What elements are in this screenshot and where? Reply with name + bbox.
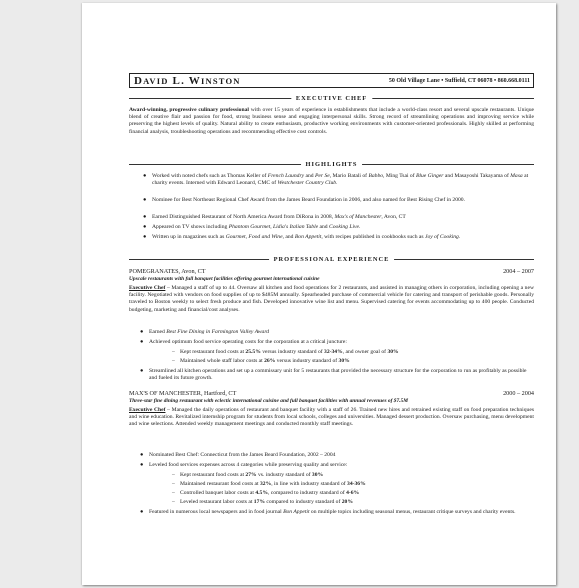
section-highlights <box>129 160 534 169</box>
bullet-icon: ● <box>143 234 147 240</box>
bullet-icon: ● <box>140 368 144 374</box>
job-tagline: Three-star fine dining restaurant with eclectic international cuisine and full banquet facilities with annual revenues of $7.5M <box>129 398 408 404</box>
bullet-icon: ● <box>143 224 147 230</box>
employer: POMEGRANATES, Avon, CT <box>129 268 206 275</box>
job-bullet: ● Nominated Best Chef: Connecticut from the James Beard Foundation, 2002 – 2004 <box>140 452 336 458</box>
highlights-heading: HIGHLIGHTS <box>301 160 363 169</box>
bullet-icon: ● <box>140 339 144 345</box>
bullet-icon: ● <box>143 173 147 179</box>
job-bullet: ● Leveled food services expenses across 4 categories while preserving quality and service: <box>140 462 348 468</box>
job-bullet: ● Earned Best Fine Dining in Farmington Valley Award <box>140 329 270 335</box>
bullet-icon: ● <box>143 197 147 203</box>
section-title-executive-chef <box>129 94 534 103</box>
job-sub-bullet: – Leveled restaurant labor costs at 17% compared to industry standard of 20% <box>172 499 353 505</box>
job-header <box>129 268 534 276</box>
bullet-icon: ● <box>140 509 144 515</box>
job-description: Executive Chef – Managed the daily operations of restaurant and banquet facility with a staff of 26. Trained new hires and retrained existing staff on food preparation techniques and wine education. Revitalized internship program for students from local schools, colleges and universities. Managed dessert production. Oversaw purchasing, menu development and wine selections. Attended weekly management meetings and conducted monthly staff meetings. <box>129 407 534 428</box>
job-sub-bullet: – Kept restaurant food costs at 27% vs. industry standard of 30% <box>172 472 324 478</box>
job-sub-bullet: – Kept restaurant food costs at 25.5% versus industry standard of 32-34%, and owner goal of 30% <box>172 349 399 355</box>
highlight-item: ● Nominee for Best Northeast Regional Chef Award from the James Beard Foundation in 2006, and also named for Best Rising Chef in 2000. <box>143 197 465 203</box>
bullet-icon: ● <box>140 329 144 335</box>
job-title: EXECUTIVE CHEF <box>291 94 372 103</box>
job-bullet: ● Achieved optimum food service operating costs for the corporation at a critical juncture: <box>140 339 347 345</box>
highlight-item: ● Worked with noted chefs such as Thomas Keller of French Laundry and Per Se, Mario Batali of Babbo, Ming Tsai of Blue Ginger and Masayoshi Takayama of Masa at charity events. Interned with Edward Leonard, CMC of Westchester Country Club. <box>143 173 529 187</box>
section-experience <box>129 255 534 264</box>
job-dates: 2000 – 2004 <box>503 390 534 397</box>
highlight-item: ● Earned Distinguished Restaurant of North America Award from DiRona in 2008, Max's of Manchester, Avon, CT <box>143 214 406 220</box>
resume-page <box>82 3 556 585</box>
job-bullet: ● Streamlined all kitchen operations and set up a commissary unit for 5 restaurants that provided the necessary structure for the corporation to run as profitably as possible and fueled its future growth. <box>140 368 527 382</box>
job-sub-bullet: – Maintained restaurant food costs at 32%, in line with industry standard of 34-36% <box>172 481 366 487</box>
job-sub-bullet: – Maintained whole staff labor costs at 26% versus industry standard of 30% <box>172 358 350 364</box>
job-sub-bullet: – Controlled banquet labor costs at 4.5%, compared to industry standard of 4-6% <box>172 490 360 496</box>
contact-info: 50 Old Village Lane • Suffield, CT 06078 • 860.668.0111 <box>388 78 530 84</box>
highlight-item: ● Appeared on TV shows including Phantom Gourmet, Lidia's Italian Table and Cooking Live. <box>143 224 361 230</box>
job-description: Executive Chef – Managed a staff of up to 44. Oversaw all kitchen and food operations for 2 restaurants, and assisted in managing others in corporation, including opening a new facility. Negotiated with vendors on food supplies of up to $485M annually. Spearheaded purchase of commercial vehicle for catering and transport of perishable goods. Personally traveled to Boston weekly to select fresh produce and fish. Developed innovative wine list and menu. Supervised catering for events accommodating up to 400 people. Conducted budgeting, marketing and financial/cost analyses. <box>129 285 534 313</box>
bullet-icon: ● <box>143 214 147 220</box>
resume-header <box>129 73 534 88</box>
job-dates: 2004 – 2007 <box>503 268 534 275</box>
experience-heading: PROFESSIONAL EXPERIENCE <box>269 255 395 264</box>
job-bullet: ● Featured in numerous local newspapers and in food journal Bon Appetit on multiple topics including seasonal menus, restaurant critique surveys and charity events. <box>140 509 516 515</box>
summary-paragraph: Award-winning, progressive culinary professional with over 15 years of experience in establishments that include a world-class resort and several upscale restaurants. Unique blend of creative flair and passion for food, strong business sense and engaging interpersonal skills. Strong record of streamlining operations and improving service while preserving the highest levels of quality. Natural ability to create enthusiasm, productive working environments with customer-oriented professionals. Highly skilled at performing financial analysis, troubleshooting operations and recommending effective cost controls. <box>129 107 534 135</box>
bullet-icon: ● <box>140 452 144 458</box>
bullet-icon: ● <box>140 462 144 468</box>
candidate-name: DAVID L. WINSTON <box>134 75 241 87</box>
employer: MAX'S OF MANCHESTER, Hartford, CT <box>129 390 237 397</box>
job-header <box>129 390 534 398</box>
highlight-item: ● Written up in magazines such as Gourmet, Food and Wine, and Bon Appetit, with recipes published in cookbooks such as Joy of Cooking. <box>143 234 461 240</box>
job-tagline: Upscale restaurants with full banquet facilities offering gourmet international cuisine <box>129 276 320 282</box>
